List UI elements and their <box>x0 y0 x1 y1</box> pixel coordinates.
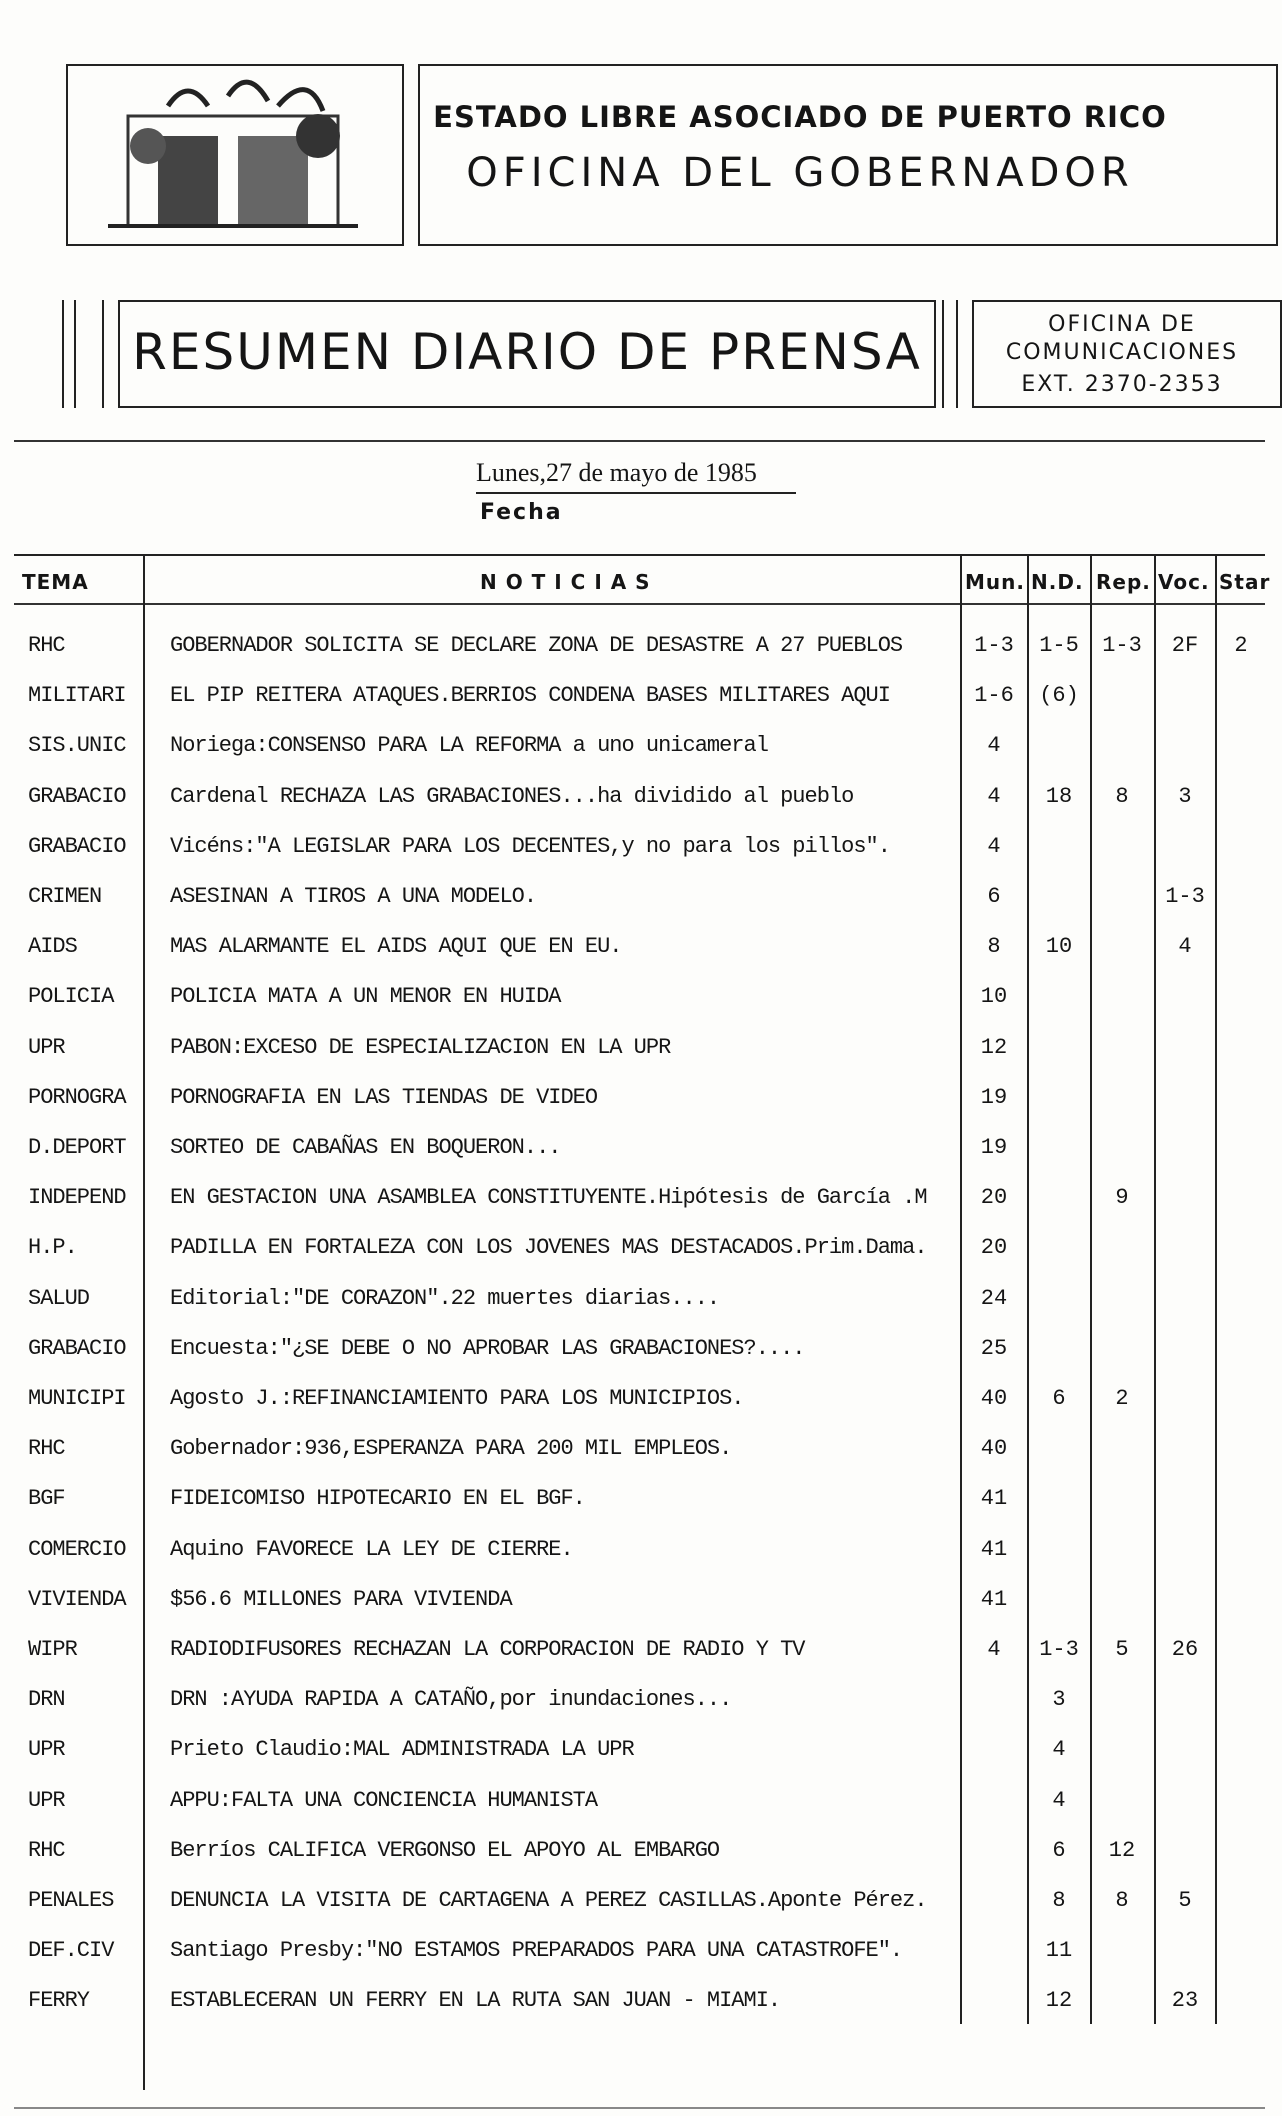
table-header-line <box>14 603 1265 605</box>
row-tema: GRABACIO <box>28 783 126 809</box>
row-mun: 12 <box>980 1034 1008 1060</box>
row-noticia: DRN :AYUDA RAPIDA A CATAÑO,por inundaciones... <box>170 1687 732 1713</box>
table-row <box>0 934 1265 968</box>
table-row <box>0 633 1265 667</box>
row-tema: VIVIENDA <box>28 1586 126 1612</box>
row-nd: 1-3 <box>1039 1637 1079 1662</box>
row-mun: 4 <box>987 1637 1001 1662</box>
office-line: OFICINA DE <box>1048 312 1196 337</box>
row-mun: 20 <box>980 1185 1008 1211</box>
row-tema: H.P. <box>28 1235 77 1261</box>
table-row <box>0 1486 1265 1520</box>
row-tema: PENALES <box>28 1888 114 1913</box>
row-tema: RHC <box>28 633 65 658</box>
row-tema: GRABACIO <box>28 1335 126 1361</box>
row-tema: INDEPEND <box>28 1185 126 1211</box>
row-noticia: APPU:FALTA UNA CONCIENCIA HUMANISTA <box>170 1787 598 1813</box>
row-mun: 19 <box>980 1135 1008 1160</box>
row-mun: 41 <box>980 1486 1008 1512</box>
table-row <box>0 1788 1265 1822</box>
table-row <box>0 1687 1265 1721</box>
table-row <box>0 1888 1265 1922</box>
table-row <box>0 984 1265 1018</box>
table-row <box>0 1537 1265 1571</box>
row-noticia: PADILLA EN FORTALEZA CON LOS JOVENES MAS DESTACADOS.Prim.Dama. <box>170 1235 927 1261</box>
table-row <box>0 1286 1265 1320</box>
row-mun: 40 <box>980 1386 1008 1411</box>
row-noticia: Encuesta:"¿SE DEBE O NO APROBAR LAS GRABACIONES?.... <box>170 1335 805 1361</box>
row-noticia: MAS ALARMANTE EL AIDS AQUI QUE EN EU. <box>170 934 622 960</box>
row-rep: 8 <box>1115 1888 1129 1913</box>
row-nd: (6) <box>1039 683 1079 709</box>
table-row <box>0 1637 1265 1671</box>
row-noticia: EN GESTACION UNA ASAMBLEA CONSTITUYENTE.Hipótesis de García .M <box>170 1185 927 1211</box>
header-nd: N.D. <box>1031 570 1084 594</box>
row-noticia: Prieto Claudio:MAL ADMINISTRADA LA UPR <box>170 1737 634 1763</box>
row-tema: PORNOGRA <box>28 1084 126 1110</box>
row-voc: 26 <box>1171 1637 1199 1662</box>
row-tema: BGF <box>28 1486 65 1512</box>
header-line1: ESTADO LIBRE ASOCIADO DE PUERTO RICO <box>433 100 1167 134</box>
fortaleza-logo-icon <box>68 66 402 244</box>
row-tema: POLICIA <box>28 984 114 1010</box>
table-row <box>0 1838 1265 1872</box>
row-voc: 1-3 <box>1165 884 1205 909</box>
table-top-line <box>14 554 1265 556</box>
row-mun: 41 <box>980 1586 1008 1612</box>
row-tema: CRIMEN <box>28 884 102 909</box>
row-tema: WIPR <box>28 1637 77 1662</box>
table-row <box>0 834 1265 868</box>
row-nd: 18 <box>1045 783 1073 809</box>
table-row <box>0 1185 1265 1219</box>
table-row <box>0 1436 1265 1470</box>
row-mun: 20 <box>980 1235 1008 1261</box>
row-noticia: Santiago Presby:"NO ESTAMOS PREPARADOS PARA UNA CATASTROFE". <box>170 1938 903 1964</box>
table-row <box>0 1035 1265 1069</box>
row-mun: 41 <box>980 1536 1008 1562</box>
header-rep: Rep. <box>1096 570 1151 594</box>
row-rep: 8 <box>1115 783 1129 809</box>
row-noticia: Gobernador:936,ESPERANZA PARA 200 MIL EMPLEOS. <box>170 1436 732 1462</box>
row-tema: UPR <box>28 1034 65 1060</box>
table-row <box>0 1587 1265 1621</box>
row-rep: 12 <box>1108 1837 1136 1863</box>
table-row <box>0 784 1265 818</box>
table-row <box>0 733 1265 767</box>
row-voc: 3 <box>1178 783 1192 809</box>
row-mun: 4 <box>987 833 1001 859</box>
table-row <box>0 1135 1265 1169</box>
table-row <box>0 683 1265 717</box>
row-star: 2 <box>1234 633 1248 658</box>
header-voc: Voc. <box>1158 570 1210 594</box>
row-mun: 4 <box>987 783 1001 809</box>
row-voc: 4 <box>1178 934 1192 960</box>
logo-frame <box>66 64 404 246</box>
row-voc: 2F <box>1171 633 1199 658</box>
table-row <box>0 1938 1265 1972</box>
row-voc: 23 <box>1171 1988 1199 2014</box>
row-nd: 11 <box>1045 1938 1073 1964</box>
row-noticia: PABON:EXCESO DE ESPECIALIZACION EN LA UPR <box>170 1034 671 1060</box>
row-noticia: Vicéns:"A LEGISLAR PARA LOS DECENTES,y no para los pillos". <box>170 833 890 859</box>
date-label: Fecha <box>480 500 563 525</box>
row-tema: MILITARI <box>28 683 126 709</box>
row-mun: 8 <box>987 934 1001 960</box>
table-row <box>0 1235 1265 1269</box>
row-nd: 6 <box>1052 1837 1066 1863</box>
row-mun: 25 <box>980 1335 1008 1361</box>
row-tema: RHC <box>28 1436 65 1462</box>
row-mun: 1-3 <box>974 633 1014 658</box>
date-value: Lunes,27 de mayo de 1985 <box>476 458 796 494</box>
divider <box>14 440 1265 442</box>
row-tema: DEF.CIV <box>28 1938 114 1964</box>
row-tema: SIS.UNIC <box>28 733 126 759</box>
header-line2: OFICINA DEL GOBERNADOR <box>466 150 1134 196</box>
row-nd: 3 <box>1052 1687 1066 1713</box>
banner-bar <box>956 300 958 408</box>
row-tema: UPR <box>28 1737 65 1763</box>
row-nd: 8 <box>1052 1888 1066 1913</box>
row-noticia: Agosto J.:REFINANCIAMIENTO PARA LOS MUNICIPIOS. <box>170 1386 744 1411</box>
banner-bar <box>102 300 104 408</box>
office-ext: EXT. 2370-2353 <box>1021 372 1223 397</box>
row-tema: MUNICIPI <box>28 1386 126 1411</box>
row-noticia: ESTABLECERAN UN FERRY EN LA RUTA SAN JUAN - MIAMI. <box>170 1988 781 2014</box>
row-noticia: Aquino FAVORECE LA LEY DE CIERRE. <box>170 1536 573 1562</box>
row-nd: 12 <box>1045 1988 1073 2014</box>
row-noticia: POLICIA MATA A UN MENOR EN HUIDA <box>170 984 561 1010</box>
header-star: Star <box>1219 570 1271 594</box>
row-noticia: DENUNCIA LA VISITA DE CARTAGENA A PEREZ CASILLAS.Aponte Pérez. <box>170 1888 927 1913</box>
row-mun: 19 <box>980 1084 1008 1110</box>
table-row <box>0 1386 1265 1420</box>
table-row <box>0 1988 1265 2022</box>
row-noticia: EL PIP REITERA ATAQUES.BERRIOS CONDENA BASES MILITARES AQUI <box>170 683 890 709</box>
row-mun: 6 <box>987 884 1001 909</box>
row-rep: 9 <box>1115 1185 1129 1211</box>
header-tema: TEMA <box>22 570 89 594</box>
row-tema: COMERCIO <box>28 1536 126 1562</box>
row-noticia: ASESINAN A TIROS A UNA MODELO. <box>170 884 537 909</box>
row-tema: AIDS <box>28 934 77 960</box>
row-nd: 6 <box>1052 1386 1066 1411</box>
table-row <box>0 1085 1265 1119</box>
banner-bar <box>942 300 944 408</box>
row-noticia: Berríos CALIFICA VERGONSO EL APOYO AL EMBARGO <box>170 1837 720 1863</box>
row-noticia: $56.6 MILLONES PARA VIVIENDA <box>170 1586 512 1612</box>
office-line: COMUNICACIONES <box>1005 340 1239 365</box>
row-rep: 5 <box>1115 1637 1129 1662</box>
row-noticia: Noriega:CONSENSO PARA LA REFORMA a uno unicameral <box>170 733 768 759</box>
row-nd: 10 <box>1045 934 1073 960</box>
row-noticia: SORTEO DE CABAÑAS EN BOQUERON... <box>170 1135 561 1160</box>
row-nd: 4 <box>1052 1737 1066 1763</box>
banner-bar <box>74 300 76 408</box>
table-row <box>0 1336 1265 1370</box>
row-noticia: PORNOGRAFIA EN LAS TIENDAS DE VIDEO <box>170 1084 598 1110</box>
header-noticias: N O T I C I A S <box>480 570 651 594</box>
row-mun: 40 <box>980 1436 1008 1462</box>
row-tema: D.DEPORT <box>28 1135 126 1160</box>
row-nd: 4 <box>1052 1787 1066 1813</box>
row-tema: FERRY <box>28 1988 90 2014</box>
row-nd: 1-5 <box>1039 633 1079 658</box>
row-rep: 2 <box>1115 1386 1129 1411</box>
row-tema: UPR <box>28 1787 65 1813</box>
page-bottom-line <box>14 2107 1265 2109</box>
row-noticia: FIDEICOMISO HIPOTECARIO EN EL BGF. <box>170 1486 585 1512</box>
row-mun: 24 <box>980 1285 1008 1311</box>
row-tema: SALUD <box>28 1285 90 1311</box>
row-voc: 5 <box>1178 1888 1192 1913</box>
row-tema: RHC <box>28 1837 65 1863</box>
row-tema: GRABACIO <box>28 833 126 859</box>
header-mun: Mun. <box>965 570 1025 594</box>
row-mun: 1-6 <box>974 683 1014 709</box>
table-row <box>0 884 1265 918</box>
row-noticia: Editorial:"DE CORAZON".22 muertes diarias.... <box>170 1285 720 1311</box>
row-mun: 4 <box>987 733 1001 759</box>
table-row <box>0 1737 1265 1771</box>
row-rep: 1-3 <box>1102 633 1142 658</box>
row-tema: DRN <box>28 1687 65 1713</box>
resumen-title: RESUMEN DIARIO DE PRENSA <box>132 323 922 381</box>
row-noticia: Cardenal RECHAZA LAS GRABACIONES...ha dividido al pueblo <box>170 783 854 809</box>
row-noticia: GOBERNADOR SOLICITA SE DECLARE ZONA DE DESASTRE A 27 PUEBLOS <box>170 633 903 658</box>
row-noticia: RADIODIFUSORES RECHAZAN LA CORPORACION DE RADIO Y TV <box>170 1637 805 1662</box>
row-mun: 10 <box>980 984 1008 1010</box>
banner-bar <box>62 300 64 408</box>
